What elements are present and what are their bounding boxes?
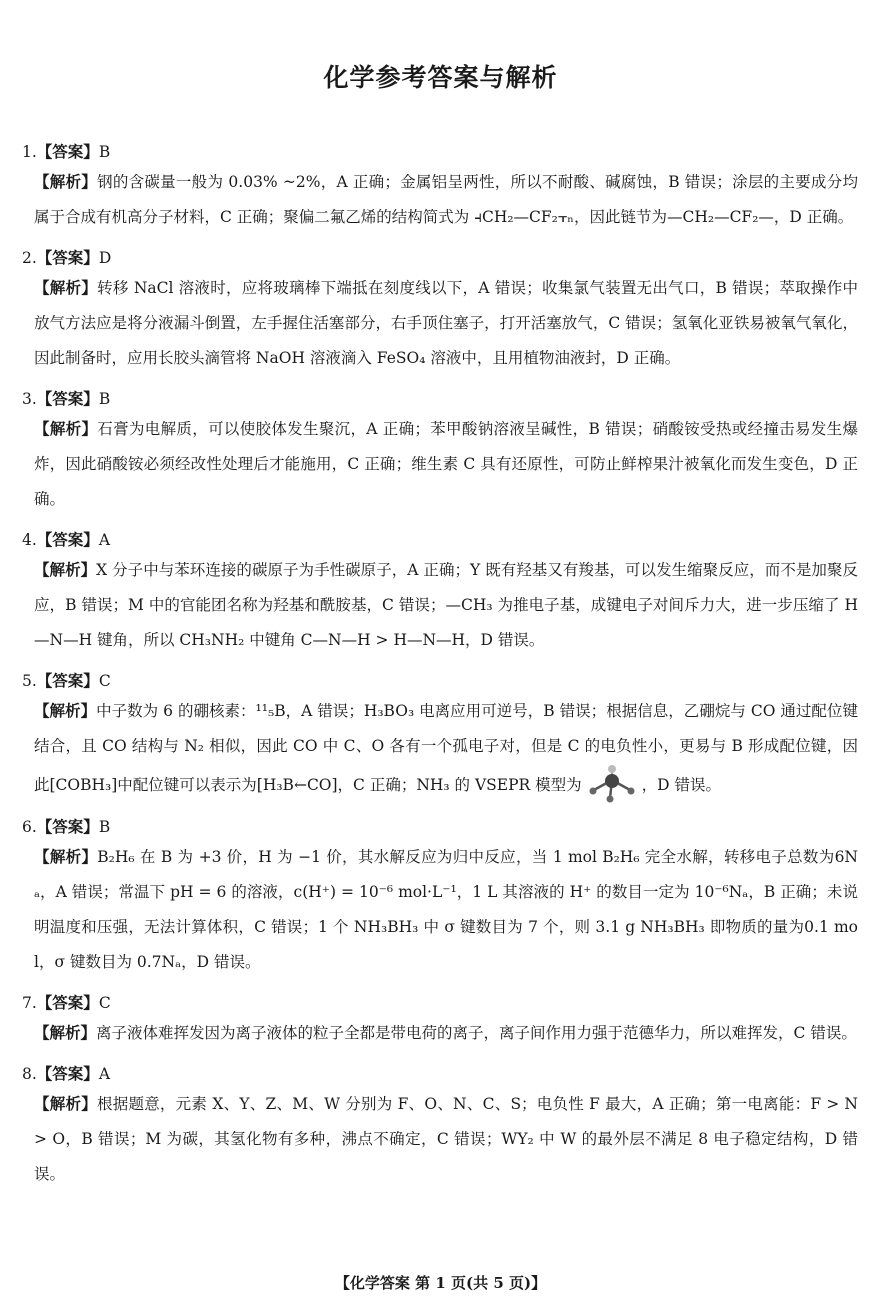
- analysis-tag: 【解析】: [34, 279, 98, 297]
- answer-line: [22, 990, 858, 1016]
- answer-value: A: [98, 531, 111, 549]
- question-number: 8.: [22, 1065, 37, 1083]
- answer-value: C: [98, 672, 111, 690]
- answer-tag: 【答案】: [36, 531, 99, 549]
- answer-tag: 【答案】: [36, 143, 99, 161]
- analysis-paragraph: [22, 165, 858, 235]
- analysis-text: 分均属于合成有机高分子材料，C 正确；聚偏二氟乙烯的结构简式为 ⫞CH₂—CF₂⫟ₙ，因此链节为: [34, 173, 858, 226]
- analysis-paragraph: [22, 694, 858, 804]
- question-block: [22, 386, 858, 523]
- question-block: [22, 668, 858, 810]
- answer-line: [22, 1061, 858, 1087]
- answer-line: [22, 527, 858, 553]
- analysis-text: 未说明温度和压强，无法计算体积，C 错误；1 个 NH₃BH₃ 中 σ 键数目为 7 个，则 3.1 g NH₃BH₃ 即物质的量为: [34, 883, 858, 936]
- analysis-text: 6Nₐ，A 错误；常温下 pH = 6 的溶液，c(H⁺) = 10⁻⁶ mol·L⁻¹，1 L 其溶液的 H⁺ 的数目一定为 10⁻⁶Nₐ，B 正确；: [34, 848, 858, 901]
- analysis-text: 根据题意，元素 X、Y、Z、M、W 分别为 F、O、N、C、S；电负性 F 最大，A 正确；第一电离能：F > N > O，B 错: [34, 1095, 858, 1148]
- analysis-text: 离子液体难挥发因为离子液体的粒子全都是带电荷的离子，离子间作用力强于范德华力，所以难挥: [96, 1024, 763, 1042]
- analysis-paragraph: [22, 412, 858, 517]
- analysis-text: 是加聚反应，B 错误；M 中的官能团名称为羟基和酰胺基，C 错误；—CH₃ 为推电子基，成键电子对间斥力大，: [34, 561, 858, 614]
- answer-tag: 【答案】: [36, 818, 99, 836]
- analysis-text: 0.1 mol，σ 键数目为 0.7Nₐ，D 错误。: [34, 918, 858, 971]
- answer-line: [22, 245, 858, 271]
- vsepr-model-icon: [584, 764, 640, 804]
- answer-list: [22, 135, 858, 1198]
- analysis-text: 转移 NaCl 溶液时，应将玻璃棒下端抵在刻度线以下，A 错误；收集氯气装置无出气口，B 错误；萃取操: [97, 279, 827, 297]
- analysis-tag: 【解析】: [34, 1024, 97, 1042]
- answer-value: D: [98, 249, 112, 267]
- footer-tag: 【化学答案: [334, 1274, 410, 1292]
- question-number: 6.: [22, 818, 37, 836]
- answer-tag: 【答案】: [36, 390, 99, 408]
- answer-tag: 【答案】: [36, 1065, 99, 1083]
- question-block: [22, 990, 858, 1057]
- answer-line: [22, 386, 858, 412]
- analysis-text: 键，因此[COBH₃]中配位键可以表示为[H₃B←CO]，C 正确；NH₃ 的 VSEPR 模型为: [34, 737, 858, 794]
- analysis-paragraph: [22, 1016, 858, 1051]
- analysis-text: 作中放气方法应是将分液漏斗倒置，左手握住活塞部分，右手顶住塞子，打开活塞放气，C 错误；氢氧化亚铁: [34, 279, 858, 332]
- answer-tag: 【答案】: [36, 994, 99, 1012]
- analysis-paragraph: [22, 840, 858, 980]
- question-number: 7.: [22, 994, 37, 1012]
- analysis-tag: 【解析】: [34, 420, 98, 438]
- analysis-text: 易被氧气氧化，因此制备时，应用长胶头滴管将 NaOH 溶液滴入 FeSO₄ 溶液中，且用植物油液封，D 正确。: [34, 314, 858, 367]
- question-number: 1.: [22, 143, 37, 161]
- answer-value: B: [98, 818, 111, 836]
- analysis-paragraph: [22, 1087, 858, 1192]
- analysis-text: 键结合，且 CO 结构与 N₂ 相似，因此 CO 中 C、O 各有一个孤电子对，但是 C 的电负性小，更易与 B 形成配位: [34, 702, 858, 755]
- analysis-paragraph: [22, 271, 858, 376]
- question-number: 5.: [22, 672, 37, 690]
- answer-value: C: [98, 994, 111, 1012]
- question-number: 4.: [22, 531, 37, 549]
- analysis-text: X 分子中与苯环连接的碳原子为手性碳原子，A 正确；Y 既有羟基又有羧基，可以发生缩聚反应，而不: [96, 561, 796, 579]
- question-block: [22, 527, 858, 664]
- analysis-paragraph: [22, 553, 858, 658]
- question-block: [22, 814, 858, 986]
- page-title: 化学参考答案与解析: [323, 63, 558, 92]
- analysis-text: 钢的含碳量一般为 0.03% ~2%，A 正确；金属铝呈两性，所以不耐酸、碱腐蚀，B 错误；涂层的主要成: [97, 173, 827, 191]
- question-number: 3.: [22, 390, 37, 408]
- answer-line: [22, 139, 858, 165]
- analysis-text: 误；M 为碳，其氢化物有多种，沸点不确定，C 错误；WY₂ 中 W 的最外层不满足 8 电子稳定结构，D 错误。: [34, 1130, 858, 1183]
- analysis-tag: 【解析】: [34, 702, 97, 720]
- answer-line: [22, 814, 858, 840]
- question-number: 2.: [22, 249, 37, 267]
- analysis-tag: 【解析】: [34, 173, 98, 191]
- question-block: [22, 1061, 858, 1198]
- analysis-text: 发，C 错误。: [762, 1024, 857, 1042]
- analysis-text: —CH₂—CF₂—，D 正确。: [666, 208, 854, 226]
- footer-page-number: 第 1 页(共 5 页)】: [415, 1274, 547, 1292]
- question-block: [22, 139, 858, 241]
- answer-tag: 【答案】: [36, 249, 99, 267]
- analysis-text: 石膏为电解质，可以使胶体发生聚沉，A 正确；苯甲酸钠溶液呈碱性，B 错误；硝酸铵受热或经撞击易: [97, 420, 811, 438]
- analysis-text: 发生爆炸，因此硝酸铵必须经改性处理后才能施用，C 正确；维生素 C 具有还原性，可防止鲜榨果汁被氧化而: [34, 420, 858, 473]
- page-footer: [0, 1272, 881, 1293]
- answer-value: B: [98, 143, 111, 161]
- answer-line: [22, 668, 858, 694]
- analysis-text: 进一步压缩了 H—N—H 键角，所以 CH₃NH₂ 中键角 C—N—H > H—N—H，D 错误。: [34, 596, 858, 649]
- answer-value: A: [98, 1065, 111, 1083]
- answer-tag: 【答案】: [36, 672, 99, 690]
- question-block: [22, 245, 858, 382]
- analysis-text: 中子数为 6 的硼核素：¹¹₅B，A 错误；H₃BO₃ 电离应用可逆号，B 错误；根据信息，乙硼烷与 CO 通过配位: [96, 702, 843, 720]
- analysis-text: 发生变色，D 正确。: [34, 455, 858, 508]
- analysis-text: B₂H₆ 在 B 为 +3 价，H 为 −1 价，其水解反应为归中反应，当 1 mol B₂H₆ 完全水解，转移电子总数为: [97, 848, 835, 866]
- analysis-tag: 【解析】: [34, 561, 97, 579]
- answer-value: B: [98, 390, 111, 408]
- analysis-tag: 【解析】: [34, 1095, 97, 1113]
- analysis-tag: 【解析】: [34, 848, 98, 866]
- analysis-text: ，D 错误。: [641, 776, 721, 794]
